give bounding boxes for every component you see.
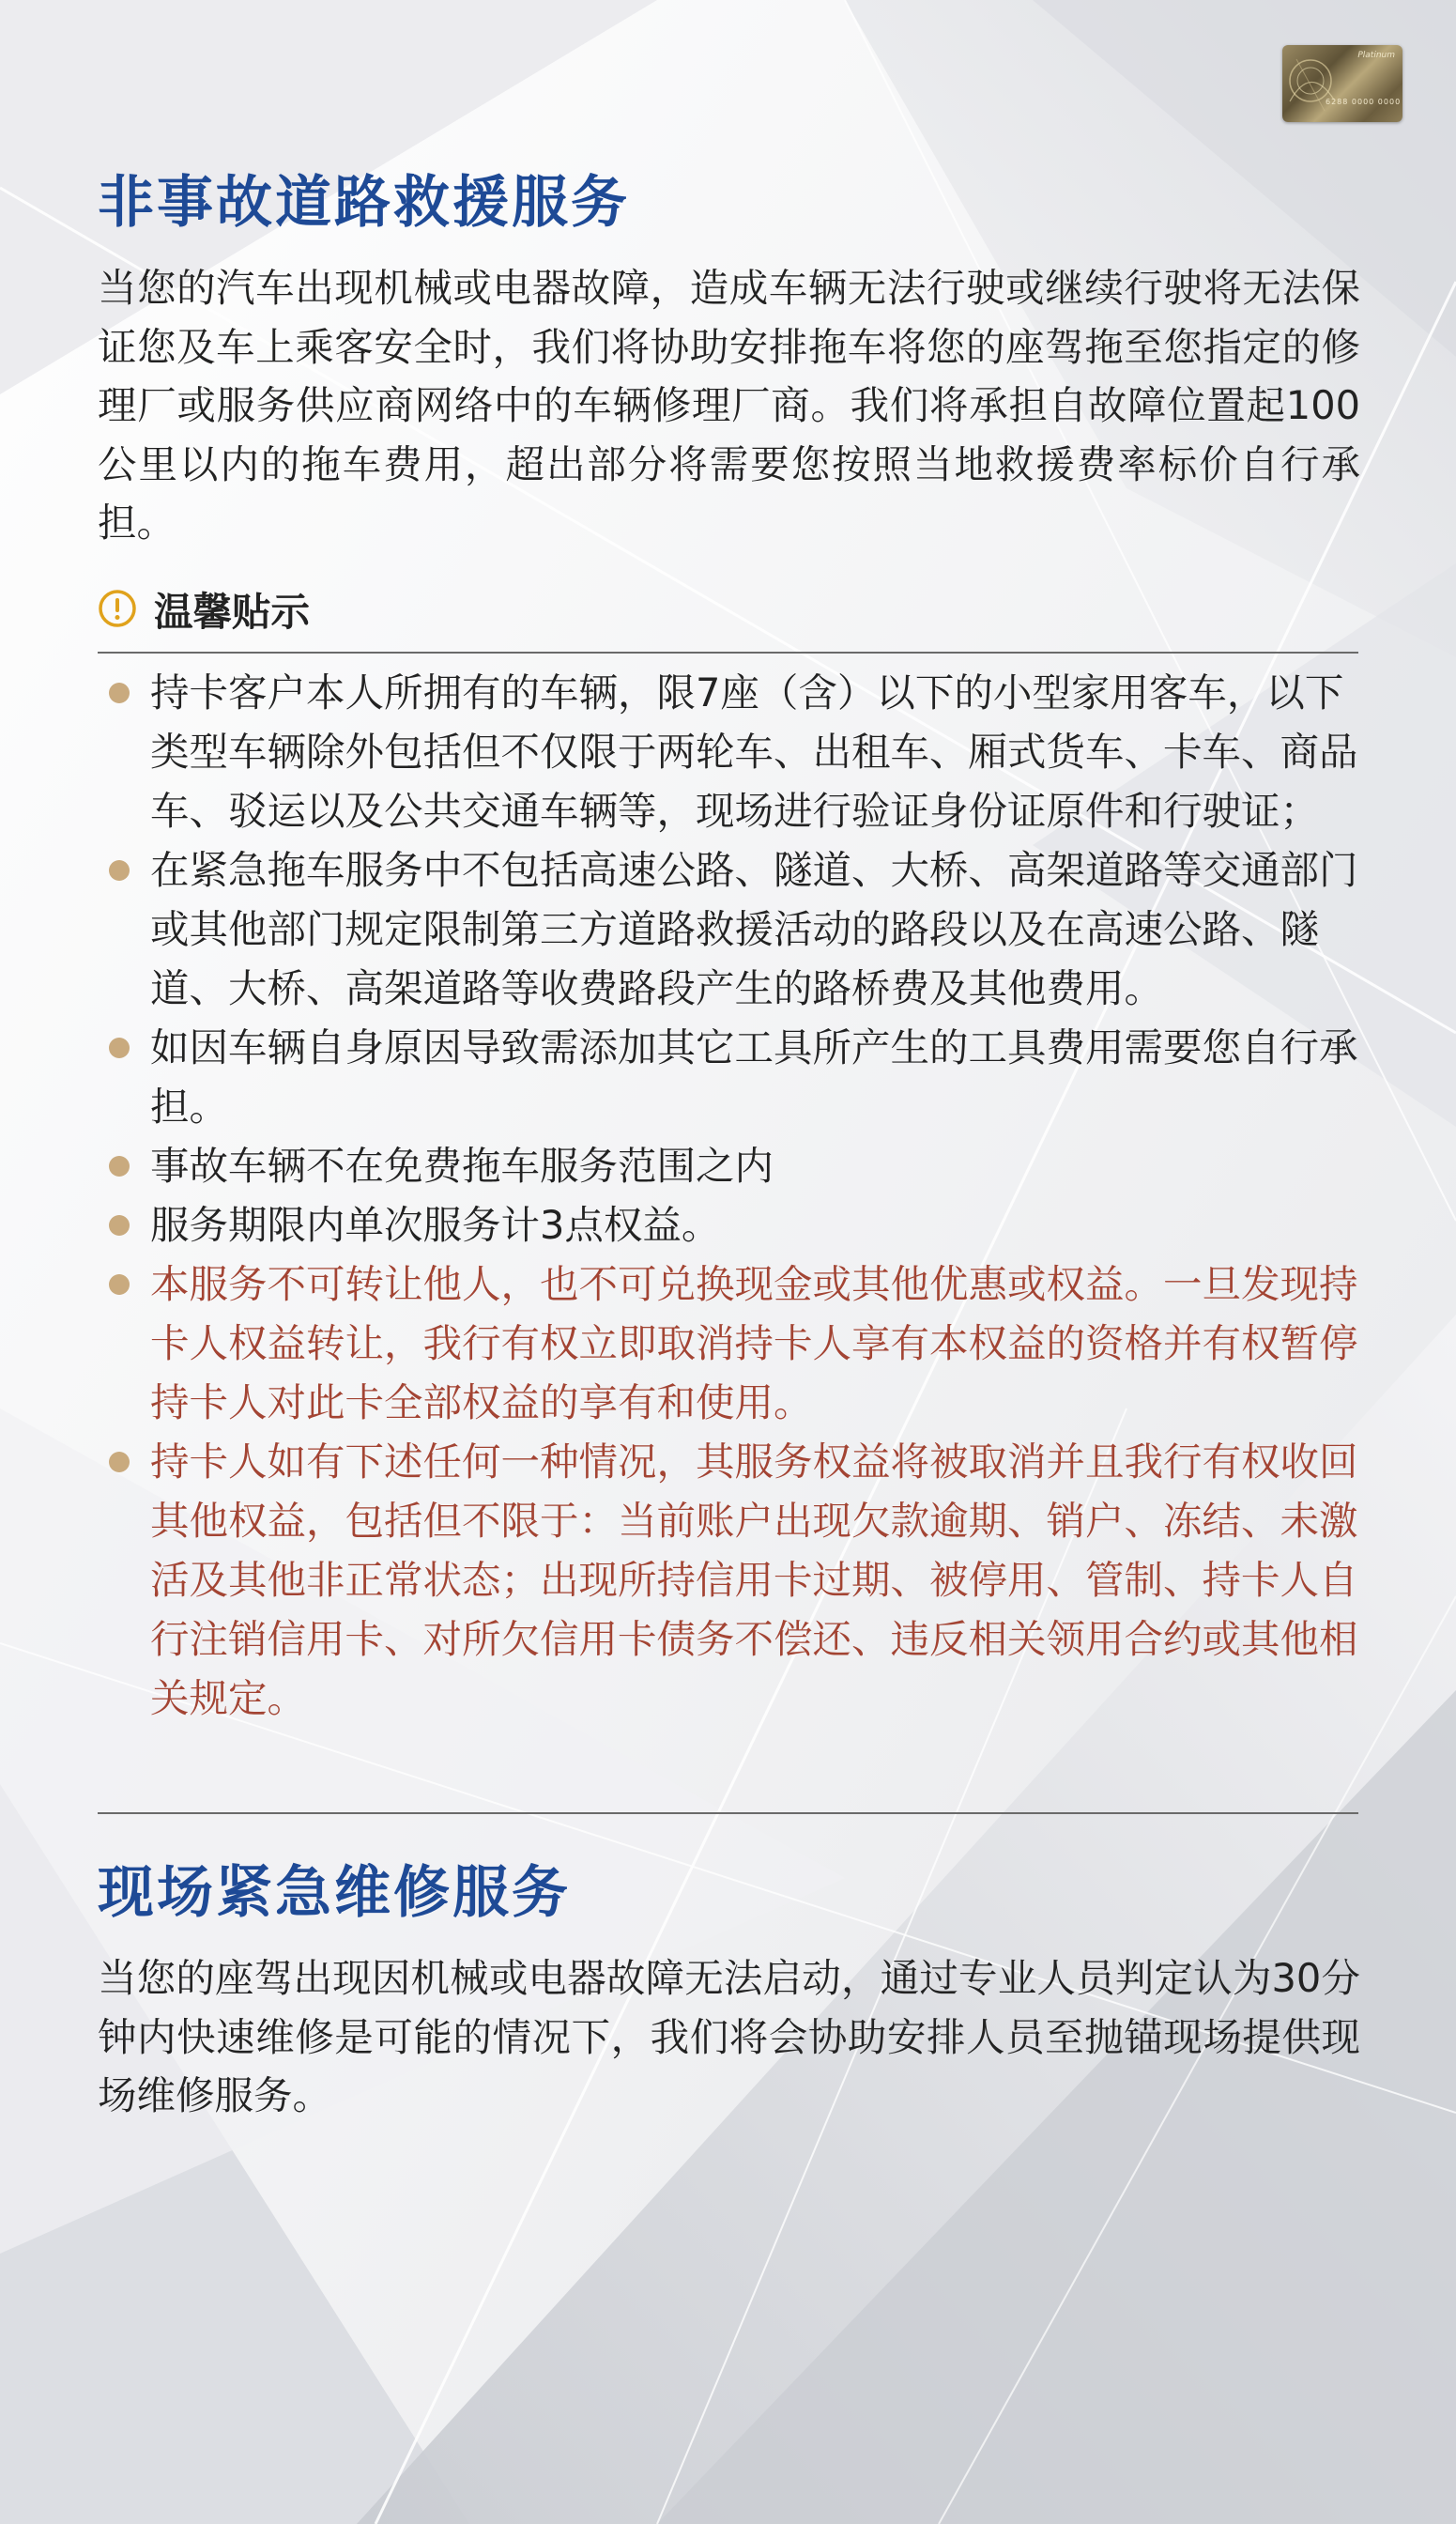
tips-bottom-divider — [98, 1812, 1358, 1814]
section-title-onsite-repair: 现场紧急维修服务 — [98, 1860, 571, 1926]
tip-item-text: 服务期限内单次服务计3点权益。 — [150, 1202, 721, 1248]
bullet-dot — [109, 1215, 130, 1236]
bullet-dot — [109, 1156, 130, 1177]
tip-item-text: 持卡客户本人所拥有的车辆，限7座（含）以下的小型家用客车，以下类型车辆除外包括但不仅限于两轮车、出租车、厢式货车、卡车、商品车、驳运以及公共交通车辆等，现场进行验证身份证原件和行驶证； — [150, 669, 1358, 834]
tips-top-divider — [98, 652, 1358, 654]
card-brand-text: Platinum — [1357, 51, 1395, 60]
bullet-dot — [109, 683, 130, 703]
tip-item-6-warning — [98, 1254, 1360, 1432]
tip-item-text: 事故车辆不在免费拖车服务范围之内 — [150, 1143, 774, 1189]
roadside-assistance-description: 当您的汽车出现机械或电器故障，造成车辆无法行驶或继续行驶将无法保证您及车上乘客安全时，我们将协助安排拖车将您的座驾拖至您指定的修理厂或服务供应商网络中的车辆修理厂商。我们将承担自故障位置起100公里以内的拖车费用，超出部分将需要您按照当地救援费率标价自行承担。 — [98, 265, 1360, 546]
tip-item-1 — [98, 663, 1360, 840]
tip-item-5 — [98, 1195, 1360, 1254]
tip-item-text: 持卡人如有下述任何一种情况，其服务权益将被取消并且我行有权收回其他权益，包括但不限于：当前账户出现欠款逾期、销户、冻结、未激活及其他非正常状态；出现所持信用卡过期、被停用、管制、持卡人自行注销信用卡、对所欠信用卡债务不偿还、违反相关领用合约或其他相关规定。 — [150, 1439, 1358, 1721]
bullet-dot — [109, 1038, 130, 1058]
credit-card-thumbnail — [1282, 45, 1402, 122]
tip-item-text: 在紧急拖车服务中不包括高速公路、隧道、大桥、高架道路等交通部门或其他部门规定限制第三方道路救援活动的路段以及在高速公路、隧道、大桥、高架道路等收费路段产生的路桥费及其他费用。 — [150, 847, 1358, 1011]
tip-item-text: 如因车辆自身原因导致需添加其它工具所产生的工具费用需要您自行承担。 — [150, 1024, 1358, 1130]
section-title-roadside-assistance: 非事故道路救援服务 — [98, 170, 630, 236]
tip-item-7-warning — [98, 1432, 1360, 1728]
onsite-repair-description: 当您的座驾出现因机械或电器故障无法启动，通过专业人员判定认为30分钟内快速维修是可能的情况下，我们将会协助安排人员至抛锚现场提供现场维修服务。 — [98, 1955, 1360, 2118]
tip-item-text: 本服务不可转让他人，也不可兑换现金或其他优惠或权益。一旦发现持卡人权益转让，我行有权立即取消持卡人享有本权益的资格并有权暂停持卡人对此卡全部权益的享有和使用。 — [150, 1261, 1358, 1425]
tip-item-3 — [98, 1018, 1360, 1136]
bullet-dot — [109, 860, 130, 881]
tips-list — [98, 663, 1360, 1728]
bullet-dot — [109, 1274, 130, 1295]
exclamation-circle-icon — [98, 589, 137, 628]
tips-heading-label: 温馨贴示 — [154, 589, 311, 635]
bullet-dot — [109, 1452, 130, 1472]
card-number-text: 6288 0000 0000 — [1326, 98, 1402, 106]
tips-heading — [98, 582, 310, 635]
tip-item-2 — [98, 840, 1360, 1018]
tip-item-4 — [98, 1136, 1360, 1195]
